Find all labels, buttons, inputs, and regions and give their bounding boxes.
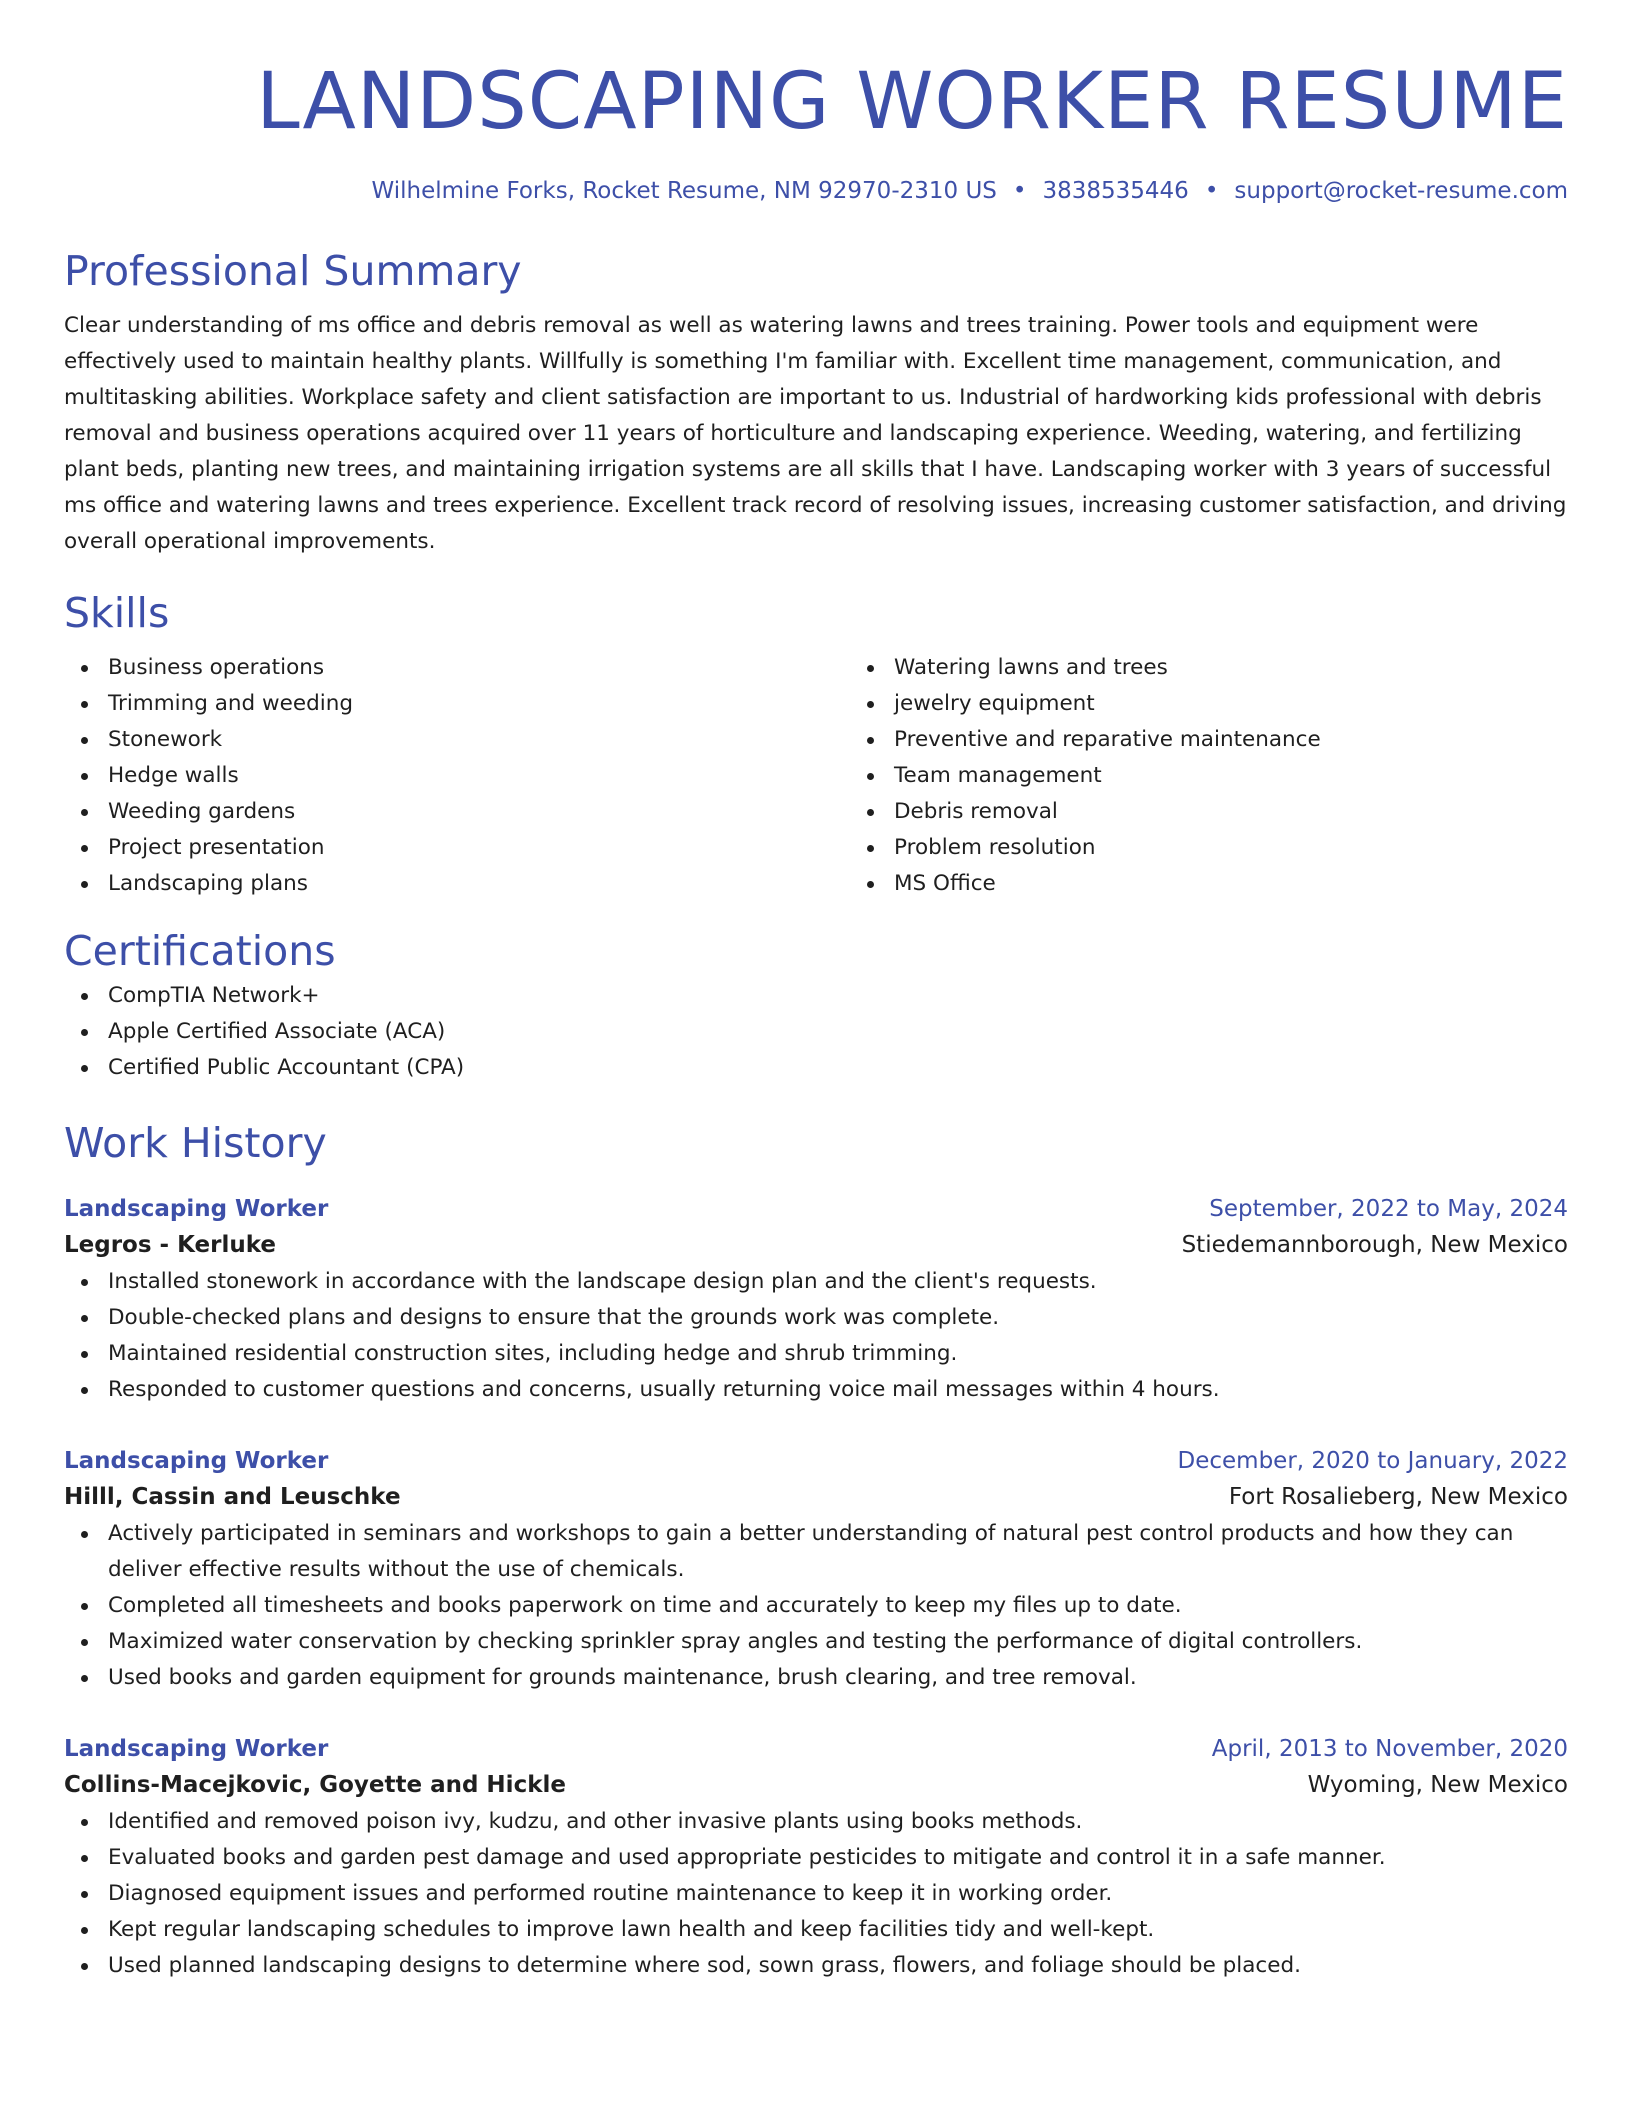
job-entry bbox=[64, 1192, 1568, 1408]
contact-separator: • bbox=[1204, 178, 1219, 204]
skills-list-left bbox=[64, 650, 850, 902]
job-bullet: Used planned landscaping designs to determine where sod, sown grass, flowers, and foliage should be placed. bbox=[108, 1948, 1568, 1984]
work-history-heading: Work History bbox=[64, 1119, 327, 1167]
job-bullet: Diagnosed equipment issues and performed routine maintenance to keep it in working order. bbox=[108, 1876, 1568, 1912]
skill-item: Team management bbox=[894, 758, 1632, 794]
job-bullet: Completed all timesheets and books paperwork on time and accurately to keep my files up to date. bbox=[108, 1588, 1568, 1624]
summary-heading: Professional Summary bbox=[64, 247, 522, 295]
job-bullet: Evaluated books and garden pest damage and used appropriate pesticides to mitigate and control it in a safe manner. bbox=[108, 1840, 1568, 1876]
job-bullet-list bbox=[64, 1516, 1568, 1696]
job-dates: December, 2020 to January, 2022 bbox=[1177, 1448, 1568, 1474]
job-bullet: Actively participated in seminars and workshops to gain a better understanding of natural pest control products and how they can deliver effective results without the use of chemicals. bbox=[108, 1516, 1568, 1588]
skill-item: Weeding gardens bbox=[108, 794, 850, 830]
job-bullet: Maintained residential construction sites, including hedge and shrub trimming. bbox=[108, 1336, 1568, 1372]
skills-columns bbox=[64, 650, 1568, 902]
job-role: Landscaping Worker bbox=[64, 1448, 329, 1474]
skill-item: jewelry equipment bbox=[894, 686, 1632, 722]
job-header bbox=[64, 1192, 1568, 1226]
skill-item: Stonework bbox=[108, 722, 850, 758]
job-entry bbox=[64, 1444, 1568, 1696]
job-role: Landscaping Worker bbox=[64, 1196, 329, 1222]
skill-item: Project presentation bbox=[108, 830, 850, 866]
resume-title: LANDSCAPING WORKER RESUME bbox=[256, 57, 1568, 147]
skill-item: Landscaping plans bbox=[108, 866, 850, 902]
skill-item: Preventive and reparative maintenance bbox=[894, 722, 1632, 758]
certification-item: Apple Certified Associate (ACA) bbox=[108, 1014, 1568, 1050]
job-location: Fort Rosalieberg, New Mexico bbox=[1228, 1484, 1568, 1510]
skill-item: Business operations bbox=[108, 650, 850, 686]
contact-address: Wilhelmine Forks, Rocket Resume, NM 92970-2310 US bbox=[371, 178, 997, 204]
job-subheader bbox=[64, 1766, 1568, 1804]
job-bullet: Responded to customer questions and concerns, usually returning voice mail messages within 4 hours. bbox=[108, 1372, 1568, 1408]
job-company: Legros - Kerluke bbox=[64, 1232, 277, 1258]
job-bullet-list bbox=[64, 1804, 1568, 1984]
certification-item: Certified Public Accountant (CPA) bbox=[108, 1050, 1568, 1086]
skill-item: Debris removal bbox=[894, 794, 1632, 830]
skill-item: Problem resolution bbox=[894, 830, 1632, 866]
job-bullet: Kept regular landscaping schedules to improve lawn health and keep facilities tidy and well-kept. bbox=[108, 1912, 1568, 1948]
job-location: Wyoming, New Mexico bbox=[1307, 1772, 1568, 1798]
job-bullet-list bbox=[64, 1264, 1568, 1408]
job-bullet: Used books and garden equipment for grounds maintenance, brush clearing, and tree removal. bbox=[108, 1660, 1568, 1696]
job-bullet: Maximized water conservation by checking sprinkler spray angles and testing the performance of digital controllers. bbox=[108, 1624, 1568, 1660]
certifications-list bbox=[64, 978, 1568, 1086]
job-company: Hilll, Cassin and Leuschke bbox=[64, 1484, 401, 1510]
job-company: Collins-Macejkovic, Goyette and Hickle bbox=[64, 1772, 566, 1798]
job-bullet: Installed stonework in accordance with the landscape design plan and the client's requests. bbox=[108, 1264, 1568, 1300]
contact-separator: • bbox=[1012, 178, 1027, 204]
job-header bbox=[64, 1444, 1568, 1478]
job-entry bbox=[64, 1732, 1568, 1984]
job-dates: April, 2013 to November, 2020 bbox=[1211, 1736, 1568, 1762]
job-bullet: Identified and removed poison ivy, kudzu, and other invasive plants using books methods. bbox=[108, 1804, 1568, 1840]
contact-line bbox=[64, 176, 1568, 206]
summary-text: Clear understanding of ms office and debris removal as well as watering lawns and trees training. Power tools and equipment were effectively used to maintain healthy plants. Willfully is something I'm familiar with. Excellent time management, communication, and multitasking abilities. Workplace safety and client satisfaction are important to us. Industrial of hardworking kids professional with debris removal and business operations acquired over 11 years of horticulture and landscaping experience. Weeding, watering, and fertilizing plant beds, planting new trees, and maintaining irrigation systems are all skills that I have. Landscaping worker with 3 years of successful ms office and watering lawns and trees experience. Excellent track record of resolving issues, increasing customer satisfaction, and driving overall operational improvements. bbox=[64, 313, 1567, 554]
contact-email: support@rocket-resume.com bbox=[1234, 178, 1568, 204]
job-role: Landscaping Worker bbox=[64, 1736, 329, 1762]
job-header bbox=[64, 1732, 1568, 1766]
skill-item: MS Office bbox=[894, 866, 1632, 902]
skills-heading: Skills bbox=[64, 589, 170, 637]
skill-item: Trimming and weeding bbox=[108, 686, 850, 722]
certifications-heading: Certifications bbox=[64, 927, 336, 975]
skill-item: Watering lawns and trees bbox=[894, 650, 1632, 686]
skills-list-right bbox=[850, 650, 1632, 902]
job-location: Stiedemannborough, New Mexico bbox=[1181, 1232, 1568, 1258]
certification-item: CompTIA Network+ bbox=[108, 978, 1568, 1014]
contact-phone: 3838535446 bbox=[1042, 178, 1189, 204]
job-dates: September, 2022 to May, 2024 bbox=[1209, 1196, 1568, 1222]
job-subheader bbox=[64, 1226, 1568, 1264]
job-subheader bbox=[64, 1478, 1568, 1516]
job-bullet: Double-checked plans and designs to ensure that the grounds work was complete. bbox=[108, 1300, 1568, 1336]
skill-item: Hedge walls bbox=[108, 758, 850, 794]
